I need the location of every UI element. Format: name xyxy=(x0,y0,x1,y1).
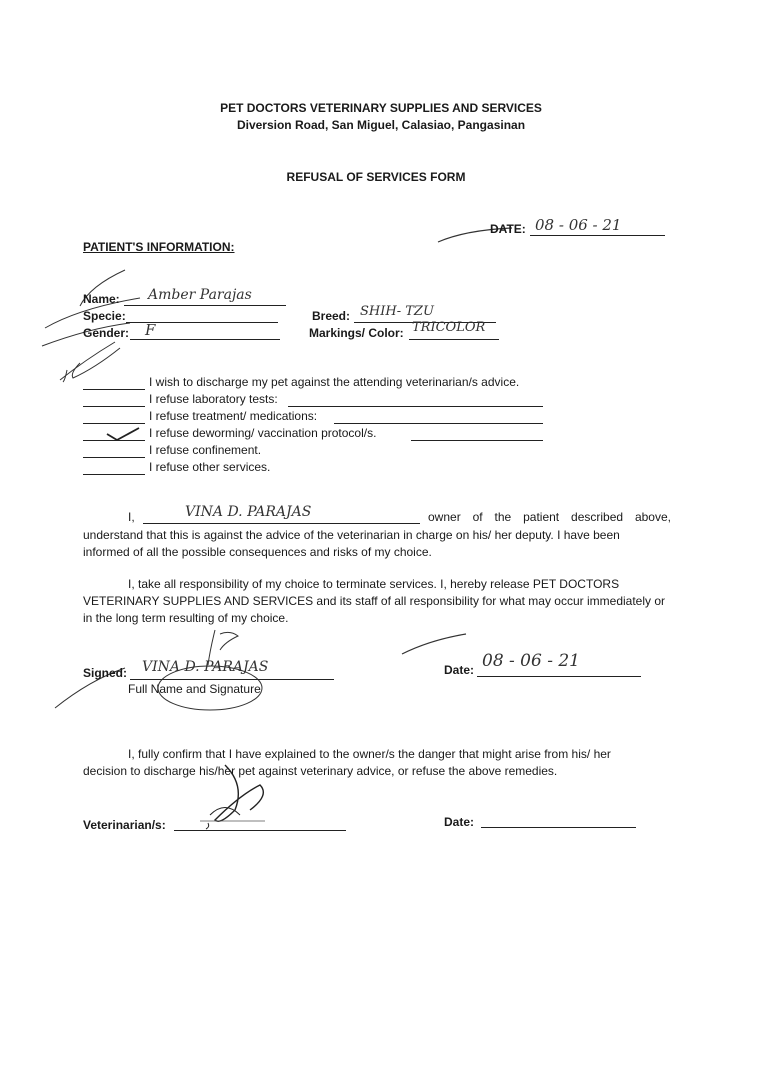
company-address: Diversion Road, San Miguel, Calasiao, Pangasinan xyxy=(236,118,526,132)
date-top-label: DATE: xyxy=(490,222,526,236)
pen-stroke-icon xyxy=(400,632,470,657)
option-line[interactable] xyxy=(83,457,145,458)
veterinarian-line[interactable] xyxy=(174,830,346,831)
check-mark-icon xyxy=(103,425,143,443)
gender-label: Gender: xyxy=(83,326,130,340)
option-other: I refuse other services. xyxy=(149,460,271,474)
option-fill-line[interactable] xyxy=(334,423,543,424)
option-fill-line[interactable] xyxy=(411,440,543,441)
signed-label: Signed: xyxy=(83,666,127,680)
option-line[interactable] xyxy=(83,389,145,390)
gender-value[interactable]: F xyxy=(145,321,156,339)
responsibility-line3: in the long term resulting of my choice. xyxy=(83,611,289,625)
owner-name-line xyxy=(143,523,420,524)
option-laboratory: I refuse laboratory tests: xyxy=(149,392,278,406)
option-confinement: I refuse confinement. xyxy=(149,443,262,457)
confirmation-line1: I, fully confirm that I have explained to the owner/s the danger that might arise from his/ her xyxy=(128,747,611,761)
markings-value[interactable]: TRICOLOR xyxy=(412,320,486,335)
option-treatment: I refuse treatment/ medications: xyxy=(149,409,318,423)
option-line[interactable] xyxy=(83,406,145,407)
name-line xyxy=(124,305,286,306)
pen-stroke-icon xyxy=(55,340,125,385)
signature-caption: Full Name and Signature xyxy=(128,682,261,696)
signed-value[interactable]: VINA D. PARAJAS xyxy=(142,659,269,675)
veterinarian-signature-icon xyxy=(180,755,300,830)
patient-section-title: PATIENT'S INFORMATION: xyxy=(83,240,235,254)
statement-part1: owner of the patient described above, xyxy=(428,510,671,524)
company-name: PET DOCTORS VETERINARY SUPPLIES AND SERVICES xyxy=(220,101,542,115)
option-line[interactable] xyxy=(83,474,145,475)
gender-line xyxy=(130,339,280,340)
veterinarian-date-line[interactable] xyxy=(481,827,636,828)
name-label: Name: xyxy=(83,292,120,306)
markings-label: Markings/ Color: xyxy=(309,326,404,340)
name-value[interactable]: Amber Parajas xyxy=(148,287,252,303)
signature-date-label: Date: xyxy=(444,663,475,677)
option-deworming: I refuse deworming/ vaccination protocol/s. xyxy=(149,426,377,440)
date-top-line xyxy=(530,235,665,236)
statement-prefix: I, xyxy=(128,510,135,524)
option-line[interactable] xyxy=(83,423,145,424)
statement-part3: informed of all the possible consequences and risks of my choice. xyxy=(83,545,432,559)
confirmation-line2: decision to discharge his/her pet against veterinary advice, or refuse the above remedies. xyxy=(83,764,558,778)
statement-part2: understand that this is against the advice of the veterinarian in charge on his/ her deputy. I have been xyxy=(83,528,620,542)
signed-line xyxy=(130,679,334,680)
breed-value[interactable]: SHIH- TZU xyxy=(360,304,434,319)
option-fill-line[interactable] xyxy=(288,406,543,407)
veterinarian-date-label: Date: xyxy=(444,815,475,829)
option-discharge: I wish to discharge my pet against the attending veterinarian/s advice. xyxy=(149,375,520,389)
date-top-value[interactable]: 08 - 06 - 21 xyxy=(535,216,622,234)
owner-name-value[interactable]: VINA D. PARAJAS xyxy=(185,504,312,520)
signature-date-line xyxy=(477,676,641,677)
specie-label: Specie: xyxy=(83,309,126,323)
responsibility-line1: I, take all responsibility of my choice to terminate services. I, hereby release PET DOCTORS xyxy=(128,577,620,591)
signature-date-value[interactable]: 08 - 06 - 21 xyxy=(482,651,580,671)
veterinarian-label: Veterinarian/s: xyxy=(83,818,166,832)
markings-line xyxy=(409,339,499,340)
breed-label: Breed: xyxy=(312,309,351,323)
responsibility-line2: VETERINARY SUPPLIES AND SERVICES and its staff of all responsibility for what may occur immediately or xyxy=(83,594,666,608)
form-title: REFUSAL OF SERVICES FORM xyxy=(286,170,466,184)
